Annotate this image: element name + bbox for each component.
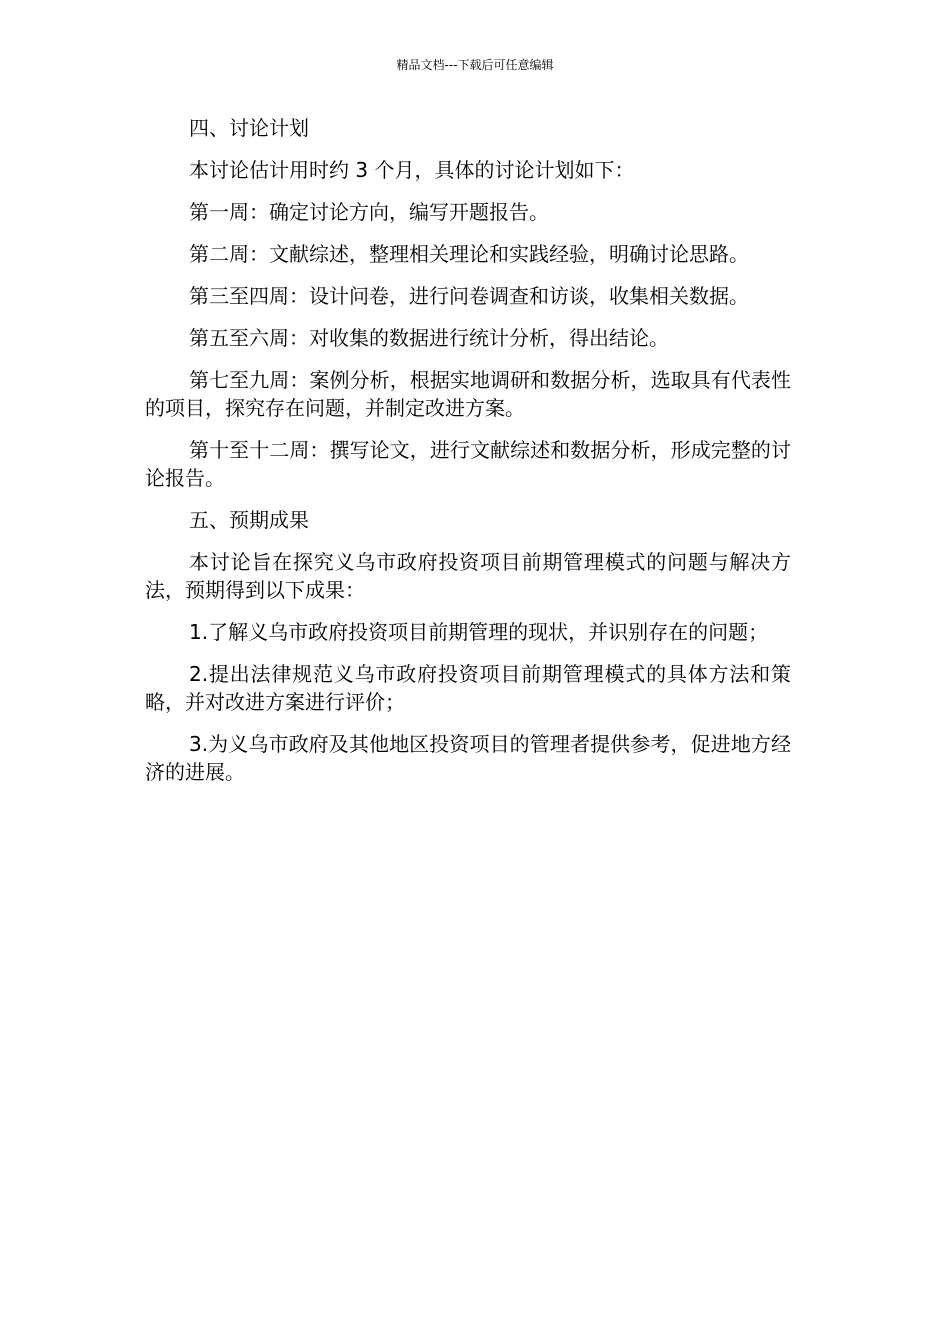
plan-item-week10-12: 第十至十二周：撰写论文，进行文献综述和数据分析，形成完整的讨论报告。 — [145, 438, 791, 490]
page-header: 精品文档---下载后可任意编辑 — [396, 58, 554, 72]
plan-item-week5-6: 第五至六周：对收集的数据进行统计分析，得出结论。 — [189, 326, 669, 350]
document-body — [145, 114, 791, 786]
plan-item-week1: 第一周：确定讨论方向，编写开题报告。 — [189, 200, 549, 224]
plan-item-week2: 第二周：文献综述，整理相关理论和实践经验，明确讨论思路。 — [189, 242, 749, 266]
outcome-item-1: 1.了解义乌市政府投资项目前期管理的现状，并识别存在的问题； — [189, 620, 769, 644]
section-heading-outcomes: 五、预期成果 — [189, 508, 309, 532]
outcome-item-3: 3.为义乌市政府及其他地区投资项目的管理者提供参考，促进地方经济的进展。 — [145, 732, 791, 784]
section-heading-plan: 四、讨论计划 — [189, 116, 309, 140]
plan-item-week7-9: 第七至九周：案例分析，根据实地调研和数据分析，选取具有代表性的项目，探究存在问题，并制定改进方案。 — [145, 368, 791, 420]
plan-item-week3-4: 第三至四周：设计问卷，进行问卷调查和访谈，收集相关数据。 — [189, 284, 749, 308]
outcome-item-2: 2.提出法律规范义乌市政府投资项目前期管理模式的具体方法和策略，并对改进方案进行评价； — [145, 662, 791, 714]
paragraph-outcomes-intro: 本讨论旨在探究义乌市政府投资项目前期管理模式的问题与解决方法，预期得到以下成果： — [145, 550, 791, 602]
paragraph-plan-intro: 本讨论估计用时约 3 个月，具体的讨论计划如下： — [189, 158, 635, 182]
